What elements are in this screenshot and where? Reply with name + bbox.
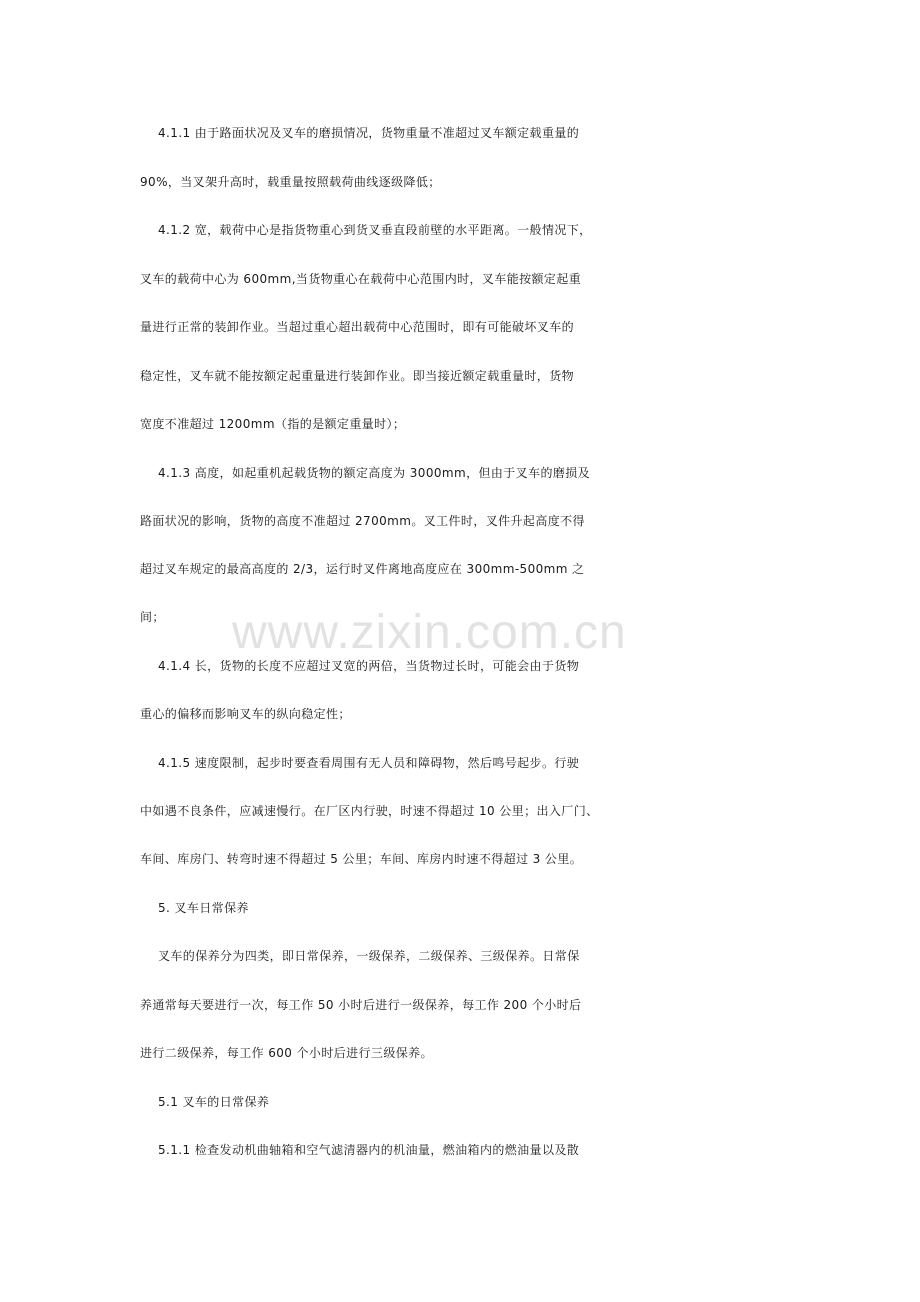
text-line: 4.1.4 长，货物的长度不应超过叉宽的两倍，当货物过长时，可能会由于货物 xyxy=(158,659,580,673)
text-line: 叉车的载荷中心为 600mm,当货物重心在载荷中心范围内时，叉车能按额定起重 xyxy=(140,272,582,286)
text-line: 进行二级保养，每工作 600 个小时后进行三级保养。 xyxy=(140,1046,433,1060)
text-line: 4.1.2 宽，载荷中心是指货物重心到货叉垂直段前壁的水平距离。一般情况下， xyxy=(158,223,592,237)
text-line: 中如遇不良条件，应减速慢行。在厂区内行驶，时速不得超过 10 公里；出入厂门、 xyxy=(140,804,599,818)
text-line: 5.1.1 检查发动机曲轴箱和空气滤清器内的机油量，燃油箱内的燃油量以及散 xyxy=(158,1143,580,1157)
text-line: 超过叉车规定的最高高度的 2/3，运行时叉件离地高度应在 300mm-500mm 之 xyxy=(140,562,585,576)
text-line: 4.1.5 速度限制，起步时要查看周围有无人员和障碍物，然后鸣号起步。行驶 xyxy=(158,756,580,770)
text-line: 路面状况的影响，货物的高度不准超过 2700mm。叉工件时，叉件升起高度不得 xyxy=(140,514,585,528)
watermark: www.zixin.com.cn xyxy=(232,606,627,659)
text-line: 车间、库房门、转弯时速不得超过 5 公里；车间、库房内时速不得超过 3 公里。 xyxy=(140,852,583,866)
text-line: 稳定性，叉车就不能按额定起重量进行装卸作业。即当接近额定载重量时，货物 xyxy=(140,369,575,383)
text-line: 4.1.1 由于路面状况及叉车的磨损情况，货物重量不准超过叉车额定载重量的 xyxy=(158,126,580,140)
text-line: 量进行正常的装卸作业。当超过重心超出载荷中心范围时，即有可能破坏叉车的 xyxy=(140,320,575,334)
text-line: 养通常每天要进行一次，每工作 50 小时后进行一级保养，每工作 200 个小时后 xyxy=(140,998,582,1012)
text-line: 90%，当叉架升高时，载重量按照载荷曲线逐级降低； xyxy=(140,175,441,189)
text-line: 重心的偏移而影响叉车的纵向稳定性； xyxy=(140,707,351,721)
text-line: 宽度不准超过 1200mm（指的是额定重量时）； xyxy=(140,417,406,431)
text-line: 间； xyxy=(140,610,165,624)
text-line: 叉车的保养分为四类，即日常保养，一级保养，二级保养、三级保养。日常保 xyxy=(158,949,580,963)
subsection-heading: 5.1 叉车的日常保养 xyxy=(158,1095,270,1109)
section-heading: 5. 叉车日常保养 xyxy=(158,901,249,915)
text-line: 4.1.3 高度，如起重机起载货物的额定高度为 3000mm，但由于叉车的磨损及 xyxy=(158,466,591,480)
